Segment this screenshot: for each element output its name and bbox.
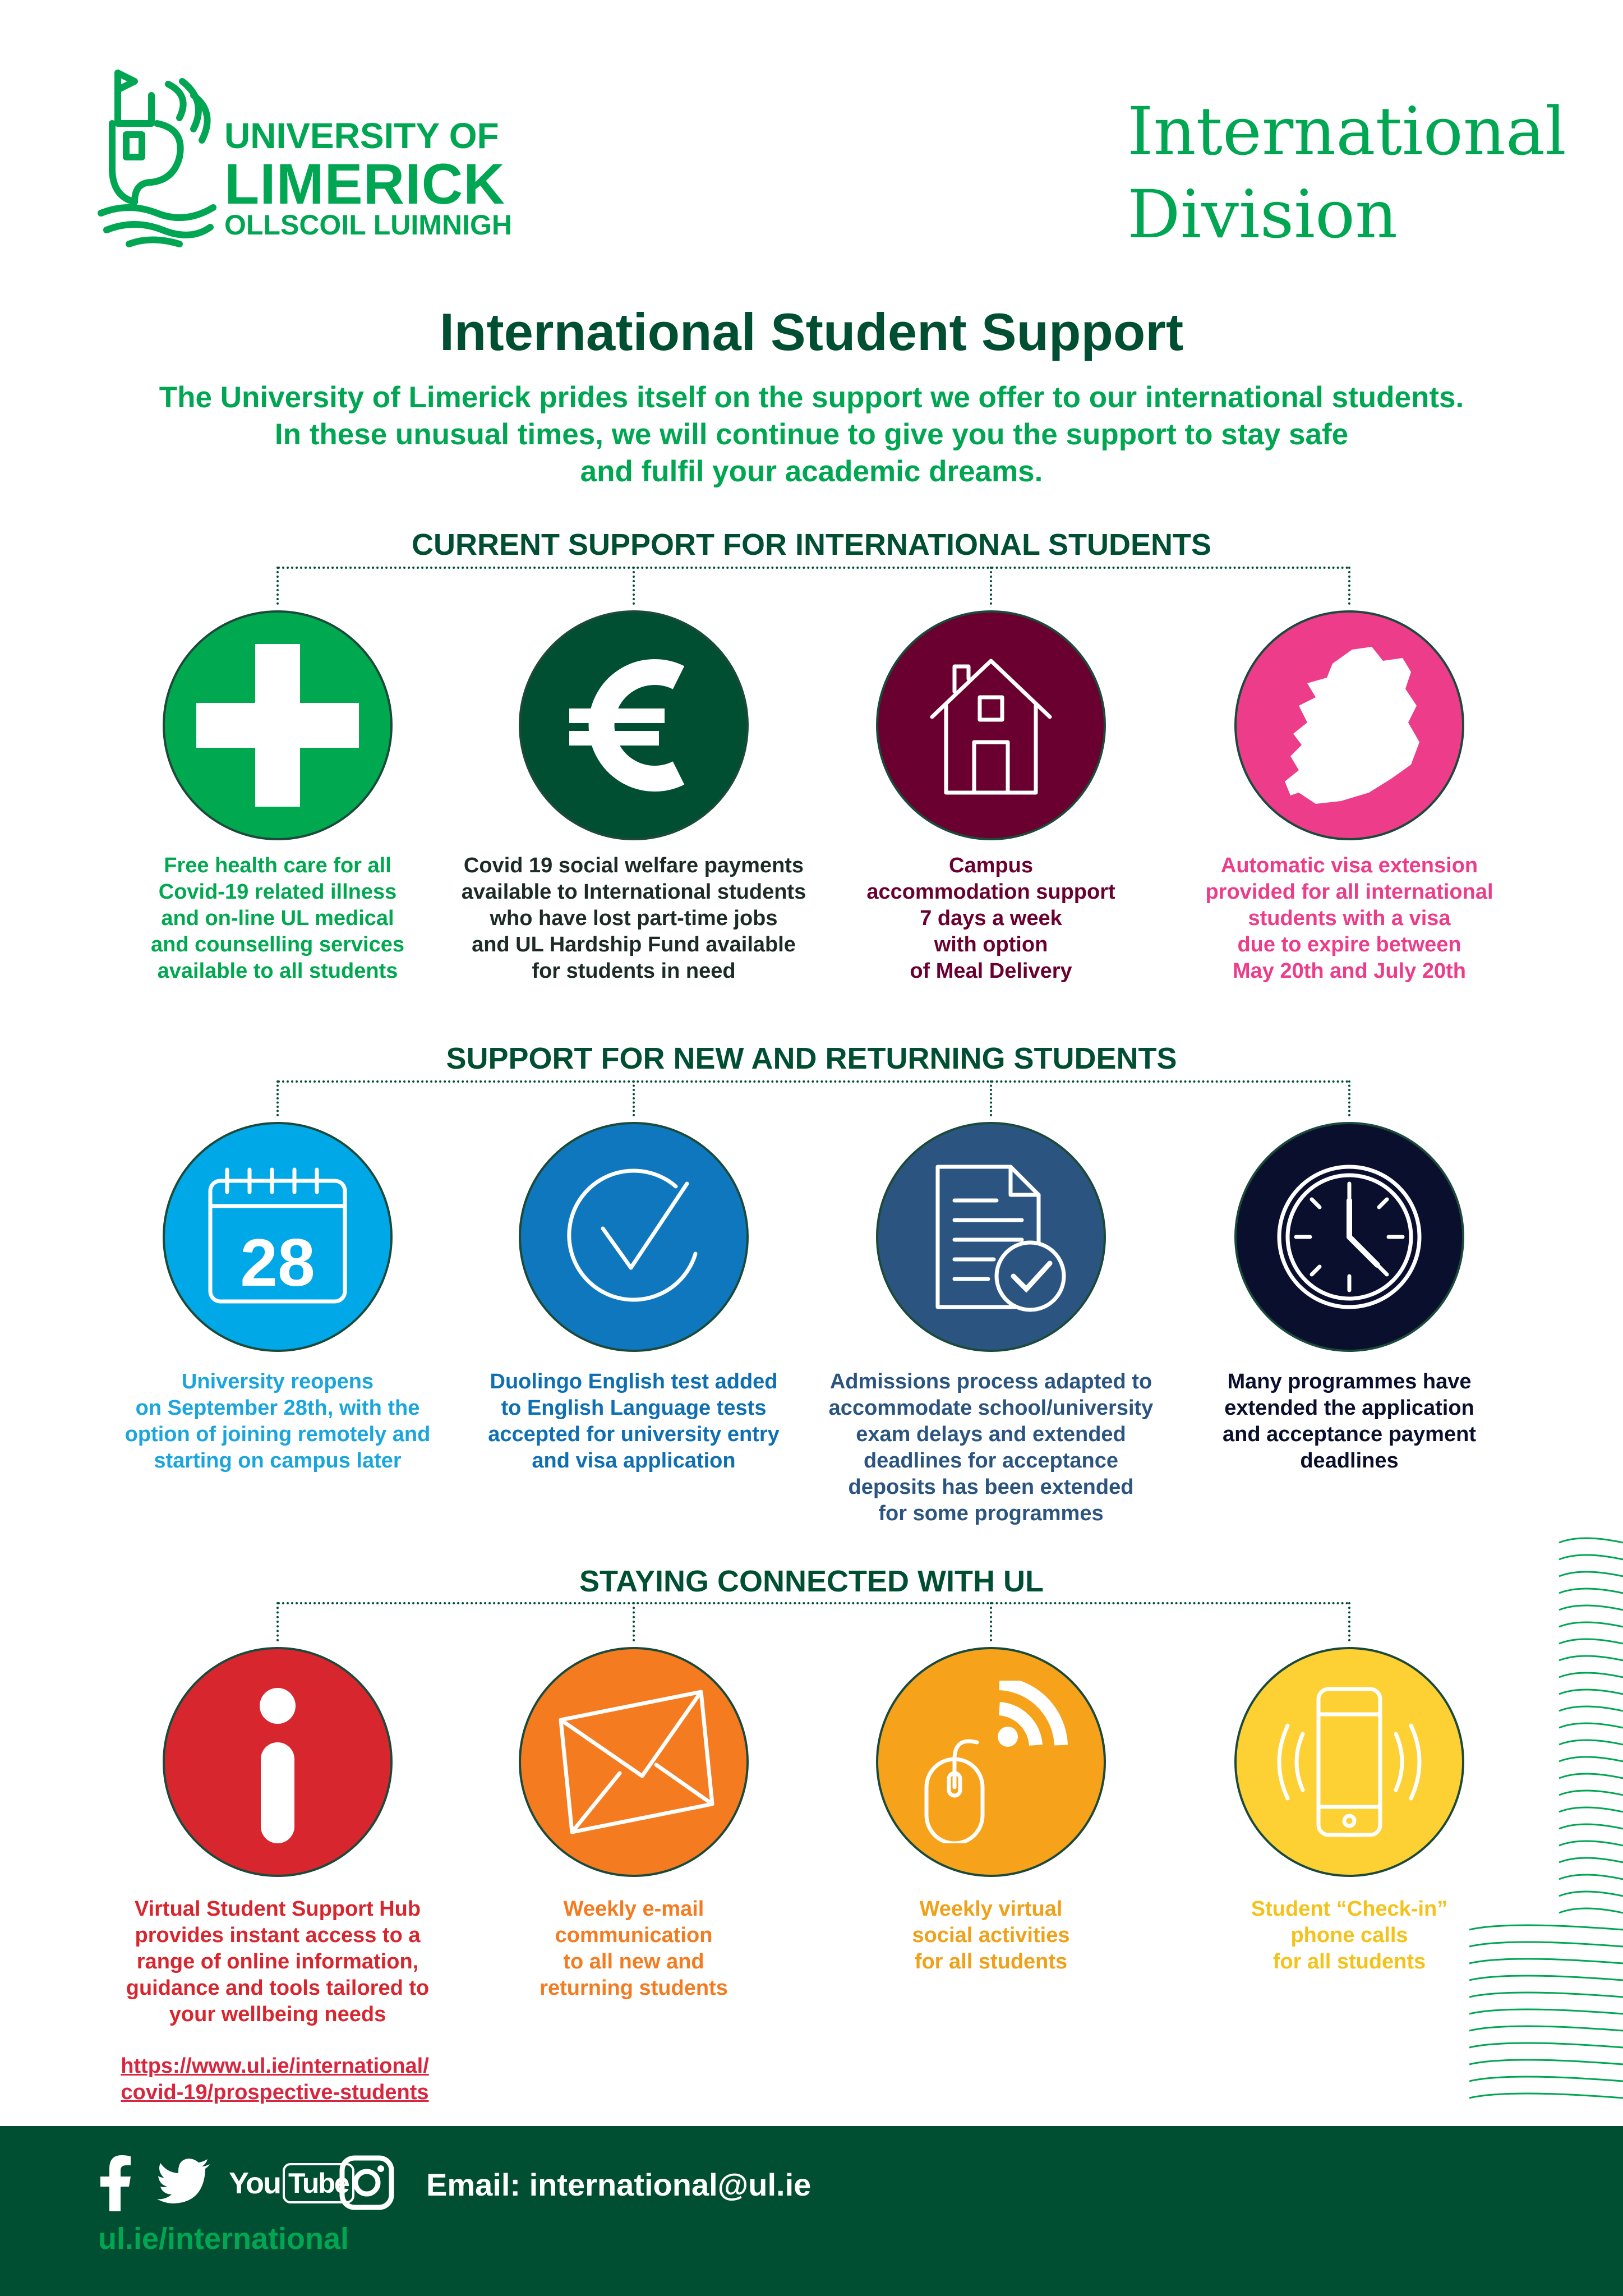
caption-line: on September 28th, with the (135, 1396, 420, 1420)
caption-line: and acceptance payment (1223, 1423, 1476, 1446)
clock-icon (1268, 1156, 1431, 1318)
caption-line: and counselling services (151, 933, 404, 956)
caption-line: of Meal Delivery (910, 959, 1072, 983)
connector-drop (633, 1080, 635, 1116)
caption-line: for some programmes (878, 1502, 1104, 1525)
caption-line: May 20th and July 20th (1232, 959, 1466, 983)
support-circle (519, 1647, 749, 1877)
support-caption (98, 853, 457, 984)
caption-line: Student “Check-in” (1251, 1897, 1448, 1921)
section-title: SUPPORT FOR NEW AND RETURNING STUDENTS (446, 1042, 1177, 1075)
caption-line: available to International students (461, 880, 806, 904)
intro-line-3: and fulfil your academic dreams. (580, 455, 1043, 488)
caption-line: Covid-19 related illness (158, 880, 397, 904)
caption-line: 7 days a week (920, 907, 1062, 930)
check-circle-icon (552, 1156, 715, 1318)
logo-line-3: OLLSCOIL LUIMNIGH (224, 209, 512, 241)
caption-line: Duolingo English test added (490, 1370, 778, 1393)
caption-line: option of joining remotely and (125, 1423, 431, 1446)
connector-drop (633, 567, 635, 605)
connector-drop (276, 567, 279, 605)
plus-icon (196, 644, 359, 807)
support-caption (98, 1369, 457, 1474)
caption-line: your wellbeing needs (169, 2003, 386, 2026)
mouse-wifi-icon (910, 1681, 1072, 1843)
intro-text (56, 379, 1567, 490)
university-logo (95, 62, 522, 252)
decorative-waves (1469, 1531, 1623, 2148)
connector-drop (1348, 1602, 1350, 1641)
caption-line: students with a visa (1248, 907, 1451, 930)
caption-line: Free health care for all (164, 854, 391, 877)
page-title: International Student Support (439, 302, 1184, 361)
support-circle (876, 1647, 1106, 1877)
division-line-2: Division (1127, 176, 1398, 253)
caption-line: Automatic visa extension (1220, 854, 1478, 877)
section-title: STAYING CONNECTED WITH UL (579, 1565, 1044, 1598)
support-circle (163, 1647, 393, 1877)
section-title: CURRENT SUPPORT FOR INTERNATIONAL STUDENTS (411, 528, 1212, 562)
svg-text:28: 28 (240, 1225, 315, 1300)
support-caption (454, 1369, 813, 1474)
caption-line: Campus (949, 854, 1033, 877)
caption-line: accommodation support (866, 880, 1115, 904)
caption-line: communication (555, 1924, 713, 1947)
connector-drop (276, 1602, 279, 1641)
connector-drop (276, 1080, 279, 1116)
document-check-icon (910, 1156, 1072, 1318)
phone-icon (1268, 1681, 1431, 1843)
envelope-icon (552, 1681, 715, 1843)
support-caption (1170, 1369, 1529, 1474)
info-icon (196, 1681, 359, 1843)
euro-icon (552, 644, 715, 807)
section-connector-line (278, 1602, 1349, 1604)
caption-line: and UL Hardship Fund available (472, 933, 796, 956)
caption-line: Covid 19 social welfare payments (463, 854, 804, 877)
connector-drop (990, 1602, 992, 1641)
division-title (1127, 90, 1610, 256)
logo-line-2: LIMERICK (224, 152, 505, 216)
youtube-icon[interactable] (229, 2161, 354, 2206)
caption-line: and on-line UL medical (161, 907, 394, 930)
caption-line: for all students (914, 1950, 1068, 1973)
footer (0, 2126, 1623, 2296)
ireland-map-icon (1268, 644, 1431, 807)
prospective-students-link[interactable] (84, 2053, 465, 2106)
support-caption (811, 1896, 1170, 1975)
instagram-icon[interactable] (339, 2155, 394, 2210)
support-caption (811, 1369, 1170, 1527)
support-circle (519, 610, 749, 840)
website-link[interactable]: ul.ie/international (98, 2222, 349, 2256)
caption-line: starting on campus later (154, 1449, 402, 1473)
caption-line: returning students (540, 1976, 728, 2000)
caption-line: Weekly e-mail (563, 1897, 704, 1921)
caption-line: due to expire between (1237, 933, 1461, 956)
support-caption (454, 853, 813, 984)
caption-line: available to all students (157, 959, 398, 983)
house-icon (910, 644, 1072, 807)
connector-drop (1348, 1080, 1350, 1116)
caption-line: Weekly virtual (919, 1897, 1063, 1921)
intro-line-1: The University of Limerick prides itself on the support we offer to our international students. (159, 381, 1464, 414)
connector-drop (990, 1080, 992, 1116)
twitter-icon[interactable] (157, 2159, 211, 2203)
caption-line: Many programmes have (1227, 1370, 1472, 1393)
caption-line: to all new and (563, 1950, 704, 1973)
support-caption (454, 1896, 813, 2001)
contact-email[interactable]: Email: international@ul.ie (426, 2167, 811, 2202)
caption-line: accommodate school/university (828, 1396, 1154, 1420)
caption-line: who have lost part-time jobs (490, 907, 778, 930)
support-circle (519, 1122, 749, 1352)
support-circle (1234, 610, 1464, 840)
section-connector-line (278, 567, 1349, 569)
calendar-icon (196, 1156, 359, 1318)
youtube-you-text: You (229, 2166, 280, 2200)
caption-line: Virtual Student Support Hub (134, 1897, 421, 1921)
caption-line: provides instant access to a (135, 1924, 421, 1947)
youtube-tube-text: Tube (283, 2163, 354, 2203)
caption-line: to English Language tests (501, 1396, 767, 1420)
connector-drop (633, 1602, 635, 1641)
support-circle (876, 610, 1106, 840)
caption-line: deadlines (1300, 1449, 1399, 1473)
caption-line: social activities (912, 1924, 1070, 1947)
section-connector-line (278, 1080, 1349, 1083)
logo-line-1: UNIVERSITY OF (224, 116, 499, 156)
link-line-1[interactable]: https://www.ul.ie/international/ (121, 2054, 429, 2078)
caption-line: exam delays and extended (856, 1423, 1126, 1446)
support-caption (98, 1896, 457, 2028)
caption-line: University reopens (181, 1370, 374, 1393)
caption-line: Admissions process adapted to (829, 1370, 1152, 1393)
connector-drop (990, 567, 992, 605)
caption-line: and visa application (532, 1449, 736, 1473)
division-line-1: International (1127, 93, 1566, 170)
intro-line-2: In these unusual times, we will continue to give you the support to stay safe (274, 418, 1349, 451)
support-circle (163, 1122, 393, 1352)
caption-line: with option (934, 933, 1048, 956)
caption-line: deposits has been extended (848, 1475, 1134, 1499)
caption-line: phone calls (1290, 1924, 1408, 1947)
support-circle (1234, 1647, 1464, 1877)
caption-line: range of online information, (136, 1950, 419, 1973)
caption-line: guidance and tools tailored to (126, 1976, 430, 2000)
caption-line: for students in need (532, 959, 736, 983)
link-line-2[interactable]: covid-19/prospective-students (121, 2081, 429, 2104)
connector-drop (1348, 567, 1350, 605)
support-circle (163, 610, 393, 840)
caption-line: extended the application (1224, 1396, 1474, 1420)
caption-line: deadlines for acceptance (863, 1449, 1119, 1473)
support-caption (811, 853, 1170, 984)
stag-crest-icon (95, 62, 219, 252)
caption-line: accepted for university entry (488, 1423, 780, 1446)
caption-line: for all students (1272, 1950, 1426, 1973)
support-caption (1170, 853, 1529, 984)
caption-line: provided for all international (1205, 880, 1493, 904)
support-circle (1234, 1122, 1464, 1352)
support-circle (876, 1122, 1106, 1352)
facebook-icon[interactable] (98, 2155, 132, 2211)
